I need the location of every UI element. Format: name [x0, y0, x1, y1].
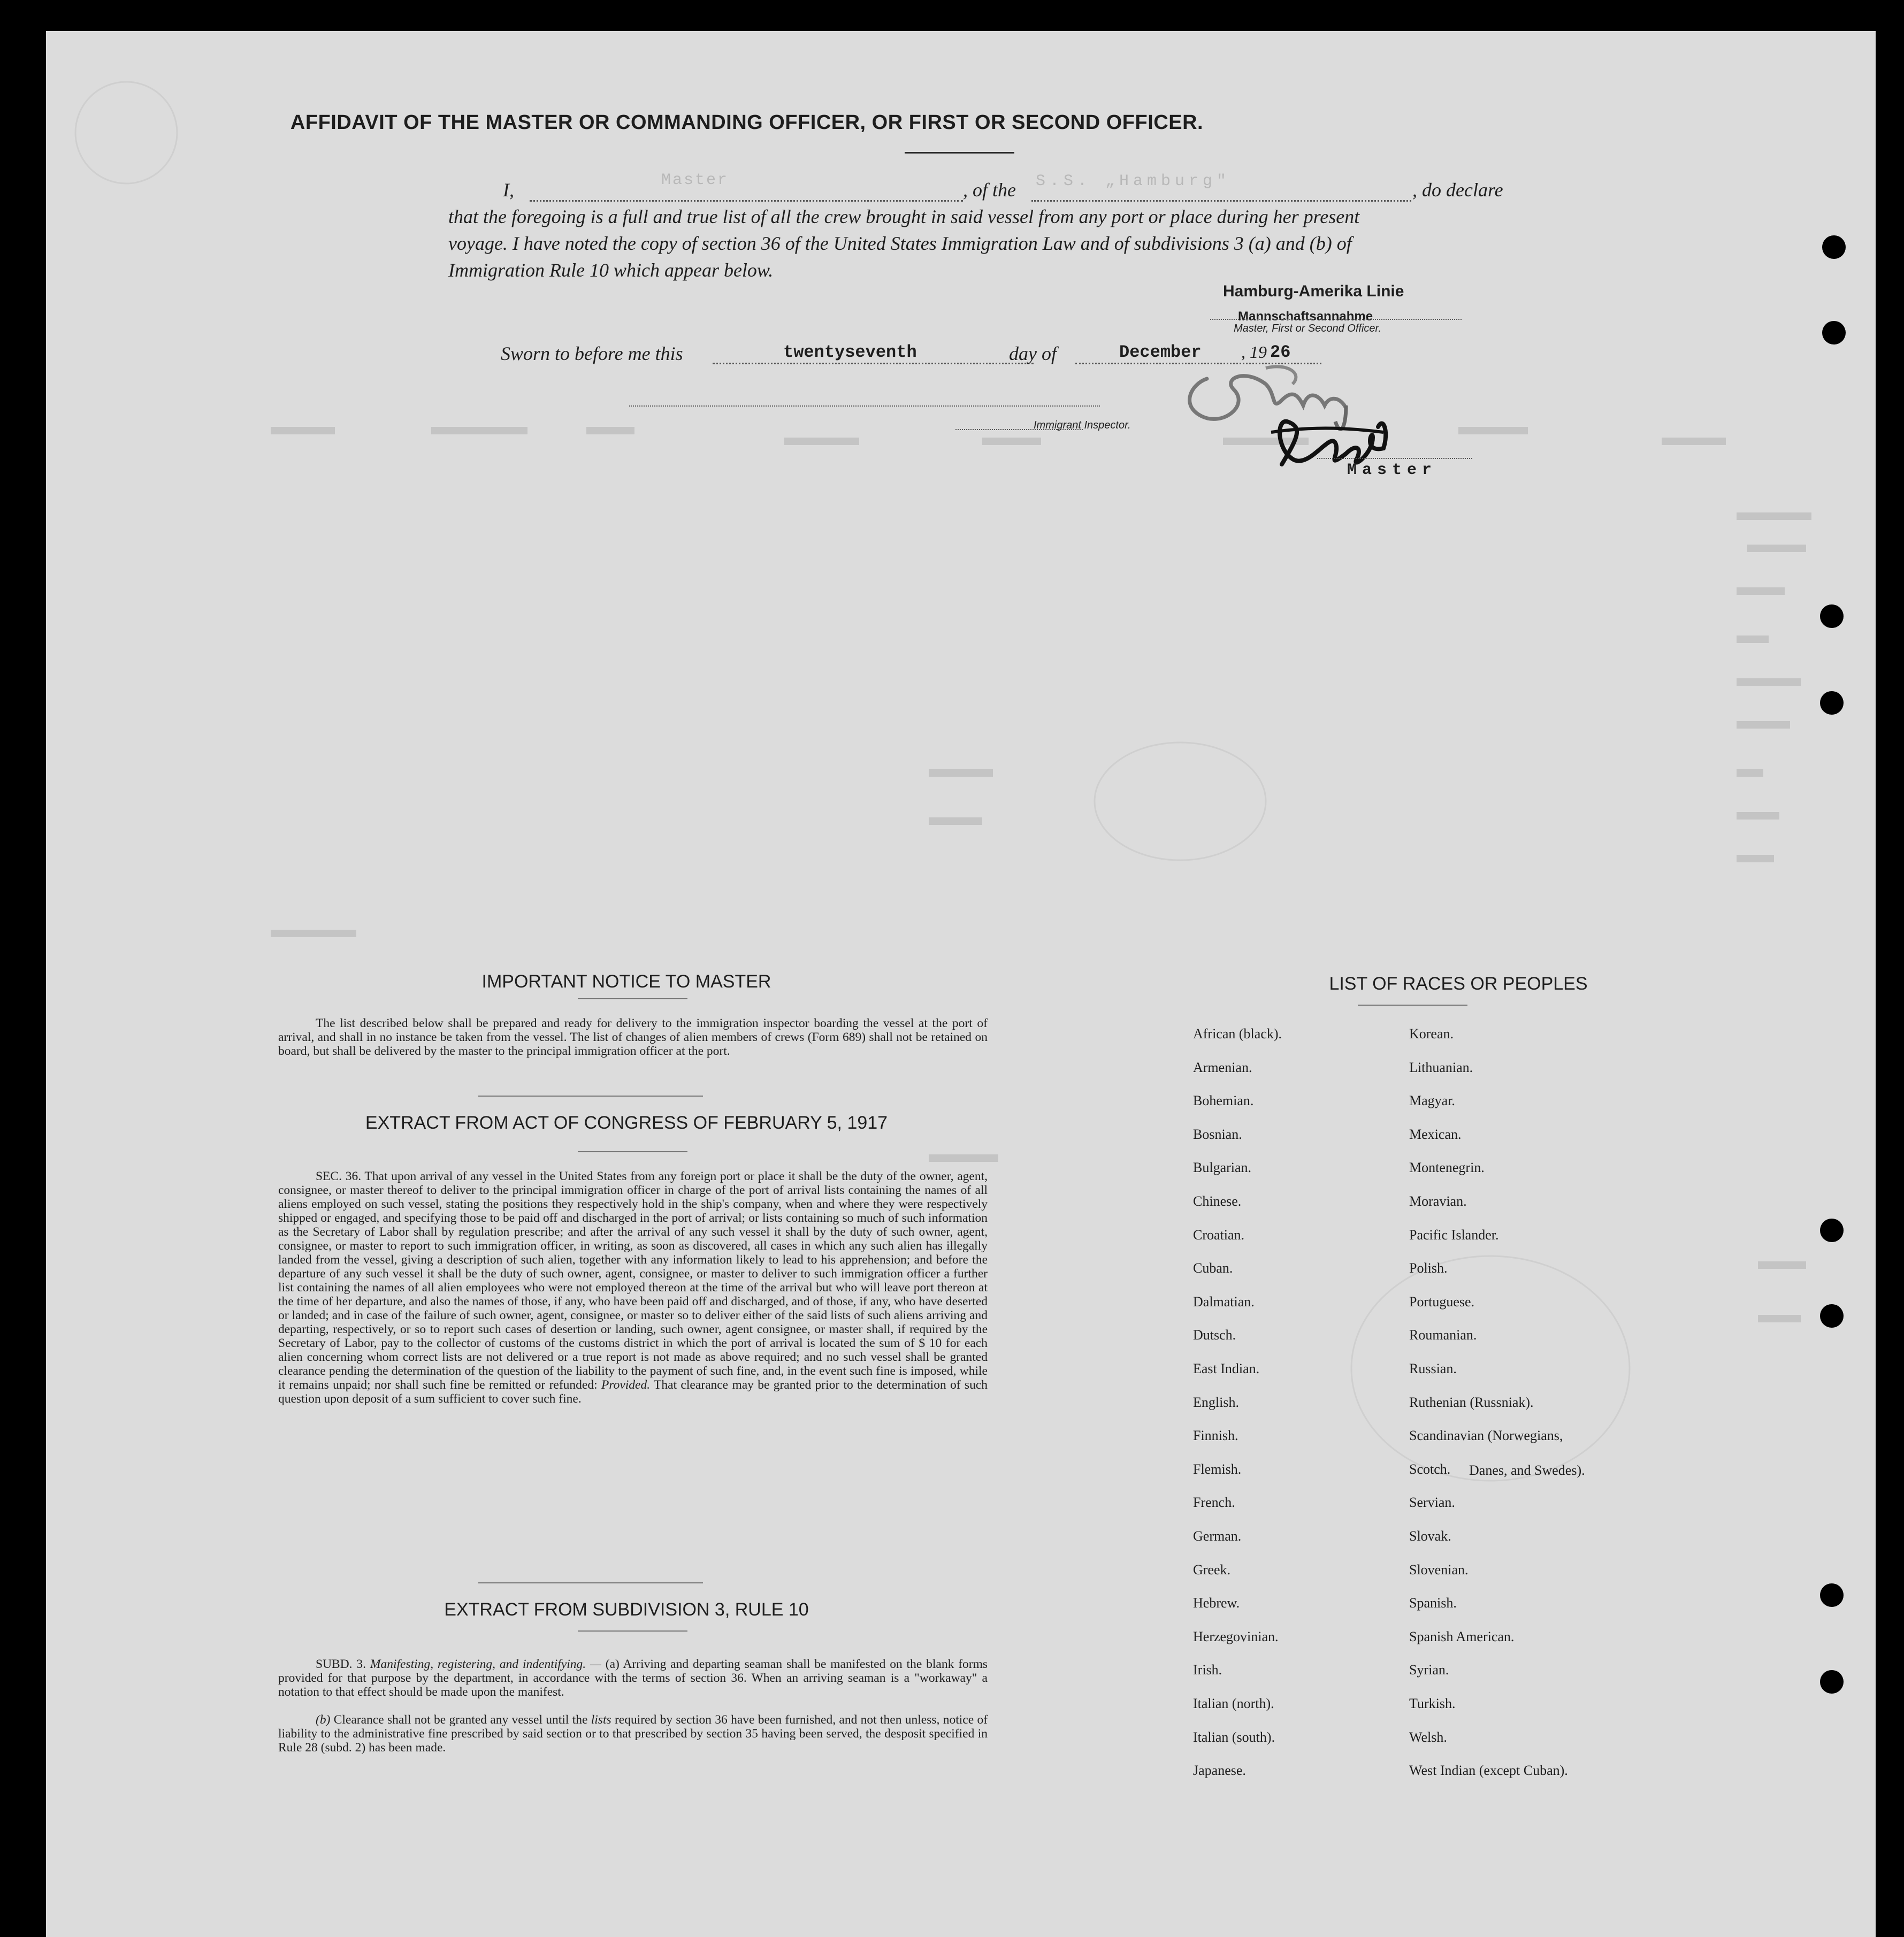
subd-heading: Manifesting, registering, and indentifying. — — [370, 1657, 601, 1671]
subd-b-text-1: Clearance shall not be granted any vessel until the — [333, 1713, 588, 1727]
punch-hole — [1820, 691, 1844, 715]
act-text-end: That clearance may be granted prior to the determination of such question upon deposit of a sum sufficient to cover such fine. — [278, 1378, 988, 1406]
day-dotted-line — [713, 363, 1034, 364]
vessel-dotted-line — [1031, 200, 1411, 202]
of-the-label: , of the — [963, 179, 1016, 201]
race-item: Spanish. — [1409, 1595, 1457, 1611]
races-divider — [1358, 1005, 1467, 1006]
race-item: Pacific Islander. — [1409, 1227, 1499, 1243]
subd-para-a-text: (a) Arriving and departing seaman shall be manifested on the blank forms provided for that purpose by the department, in accordance with the terms of section 36. When an arriving seaman is a "workaway" a notation to that effect should be made upon the manifest. — [278, 1657, 988, 1699]
race-item: Portuguese. — [1409, 1294, 1475, 1310]
race-item: Russian. — [1409, 1361, 1457, 1376]
subd-b-lists: lists — [591, 1713, 611, 1727]
race-item: Greek. — [1193, 1562, 1231, 1578]
master-dotted-line — [1317, 458, 1472, 459]
master-caption: Master — [1347, 461, 1437, 479]
race-item: Flemish. — [1193, 1461, 1242, 1477]
day-of-label: day of — [1009, 343, 1057, 364]
race-item: Hebrew. — [1193, 1595, 1240, 1611]
race-item: Magyar. — [1409, 1093, 1455, 1108]
race-item: Irish. — [1193, 1662, 1222, 1678]
race-item: Herzegovinian. — [1193, 1629, 1279, 1644]
inspector-caption: Immigrant Inspector. — [1034, 419, 1131, 431]
race-item: Welsh. — [1409, 1729, 1447, 1745]
month-field-value: December — [1119, 342, 1202, 362]
act-text-body: SEC. 36. That upon arrival of any vessel in the United States from any foreign port or place it shall be the duty of the owner, agent, consignee, or master thereof to deliver to the principal immigration officer in charge of the port of arrival lists containing the names of all aliens employed on such vessel, stating the positions they respectively hold in the ship's company, when and where they were respectively shipped or engaged, and specifying those to be paid off and discharged in the port of arrival; or lists containing so much of such information as the Secretary of Labor shall by regulation prescribe; and after the arrival of any such vessel it shall by the duty of such owner, agent, consignee, or master to report to such immigration officer, in writing, as soon as discovered, all cases in which any such alien has illegally landed from the vessel, giving a description of such alien, together with any information likely to lead to his apprehension; and before the departure of any such vessel it shall be the duty of such owner, agent, consignee, or master to deliver to such immigration officer a further list containing the names of all alien employees who were not employed thereon at the time of the arrival but who will leave port thereon at the time of her departure, and also the names of those, if any, who have been paid off and discharged, and of those, if any, who have deserted or landed; and in case of the failure of such owner, agent, consignee, or master so to deliver either of the said lists of such aliens arriving and departing, respectively, or so to report such cases of desertion or landing, such owner, agent consignee, or master shall, if required by the Secretary of Labor, pay to the collector of customs of the customs district in which the port of arrival is located the sum of $ 10 for each alien concerning whom correct lists are not delivered or a true report is not made as above required; and no such vessel shall be granted clearance pending the determination of the question of the liability to the payment of such fine, and, in the event such fine is imposed, while it remains unpaid; nor shall such fine be remitted or refunded: — [278, 1169, 988, 1392]
act-divider — [578, 1151, 687, 1152]
race-item: Cuban. — [1193, 1260, 1233, 1276]
race-item: French. — [1193, 1495, 1235, 1510]
officer-dotted-line — [1210, 319, 1462, 320]
punch-hole — [1822, 235, 1846, 259]
punch-hole — [1820, 1219, 1844, 1242]
sworn-label: Sworn to before me this — [501, 343, 683, 364]
race-item-cont: Danes, and Swedes). — [1469, 1463, 1585, 1478]
rule-para-a — [278, 1657, 988, 1699]
document-page — [46, 31, 1876, 1937]
race-item: Bosnian. — [1193, 1127, 1242, 1142]
race-item: Lithuanian. — [1409, 1060, 1473, 1075]
rule-title: EXTRACT FROM SUBDIVISION 3, RULE 10 — [444, 1599, 809, 1620]
rule-para-b — [278, 1713, 988, 1755]
punch-hole — [1820, 1583, 1844, 1607]
race-item: Roumanian. — [1409, 1327, 1477, 1343]
year-field-value: 26 — [1270, 342, 1291, 362]
subd-b-label: (b) — [316, 1713, 331, 1727]
race-item: Scotch. — [1409, 1461, 1451, 1477]
race-item: Scandinavian (Norwegians, — [1409, 1428, 1563, 1443]
punch-hole — [1820, 1304, 1844, 1328]
subd-label: SUBD. 3. — [316, 1657, 366, 1671]
year-prefix: , 19 — [1241, 342, 1267, 362]
race-item: Montenegrin. — [1409, 1160, 1485, 1175]
race-item: Mexican. — [1409, 1127, 1462, 1142]
race-item: Croatian. — [1193, 1227, 1245, 1243]
race-item: Ruthenian (Russniak). — [1409, 1395, 1534, 1410]
subd-b-text-2: required by section 36 have been furnished, and not then unless, notice of liability to the administrative fine prescribed by said section or to that prescribed by section 35 having been served, the desposit specified in Rule 28 (subd. 2) has been made. — [278, 1713, 988, 1755]
race-item: Korean. — [1409, 1026, 1454, 1042]
affidavit-title: AFFIDAVIT OF THE MASTER OR COMMANDING OFFICER, OR FIRST OR SECOND OFFICER. — [290, 111, 1204, 134]
title-divider — [905, 152, 1014, 154]
race-item: African (black). — [1193, 1026, 1282, 1042]
signature-handwritten — [1169, 347, 1405, 512]
act-text — [278, 1169, 988, 1406]
notice-bottom-divider — [478, 1096, 703, 1097]
company-stamp-line-2: Mannschaftsannahme — [1238, 309, 1373, 324]
punch-hole — [1822, 321, 1846, 344]
punch-hole — [1820, 604, 1844, 628]
race-item: Chinese. — [1193, 1193, 1242, 1209]
race-item: Slovak. — [1409, 1528, 1451, 1544]
races-title: LIST OF RACES OR PEOPLES — [1329, 974, 1588, 994]
race-item: Dutsch. — [1193, 1327, 1236, 1343]
race-item: Moravian. — [1409, 1193, 1467, 1209]
race-item: Servian. — [1409, 1495, 1455, 1510]
officer-caption: Master, First or Second Officer. — [1234, 323, 1382, 334]
race-item: Bohemian. — [1193, 1093, 1254, 1108]
affidavit-line-2: that the foregoing is a full and true list of all the crew brought in said vessel from any port or place during her present — [448, 206, 1360, 227]
vessel-field-value: S.S. „Hamburg" — [1036, 172, 1231, 190]
race-item: Turkish. — [1409, 1696, 1456, 1711]
race-item: Italian (north). — [1193, 1696, 1274, 1711]
company-stamp-line-1: Hamburg-Amerika Linie — [1223, 282, 1404, 300]
act-provided: Provided. — [601, 1378, 651, 1392]
race-item: West Indian (except Cuban). — [1409, 1763, 1568, 1778]
notice-text: The list described below shall be prepared and ready for delivery to the immigration inspector boarding the vessel at the port of arrival, and shall in no instance be taken from the vessel. The list of changes of alien members of crews (Form 689) shall not be retained on board, but shall be delivered by the master to the principal immigration officer at the port. — [278, 1016, 988, 1058]
affidavit-line-3: voyage. I have noted the copy of section 36 of the United States Immigration Law and of subdivisions 3 (a) and (b) of — [448, 233, 1352, 254]
race-item: Polish. — [1409, 1260, 1448, 1276]
notice-title: IMPORTANT NOTICE TO MASTER — [481, 971, 771, 992]
race-item: Finnish. — [1193, 1428, 1238, 1443]
name-dotted-line — [530, 200, 963, 202]
race-item: Armenian. — [1193, 1060, 1252, 1075]
punch-hole — [1820, 1670, 1844, 1694]
race-item: English. — [1193, 1395, 1239, 1410]
rule-divider — [578, 1630, 687, 1632]
do-declare-label: , do declare — [1412, 179, 1503, 201]
race-item: Syrian. — [1409, 1662, 1449, 1678]
inspector-top-dotted-line — [629, 405, 1100, 407]
race-item: Slovenian. — [1409, 1562, 1469, 1578]
affidavit-line-4: Immigration Rule 10 which appear below. — [448, 259, 774, 281]
race-item: East Indian. — [1193, 1361, 1260, 1376]
notice-divider — [578, 998, 687, 999]
race-item: Dalmatian. — [1193, 1294, 1255, 1310]
race-item: Spanish American. — [1409, 1629, 1515, 1644]
race-item: Japanese. — [1193, 1763, 1246, 1778]
act-bottom-divider — [478, 1582, 703, 1583]
act-title: EXTRACT FROM ACT OF CONGRESS OF FEBRUARY 5, 1917 — [365, 1113, 888, 1133]
race-item: Italian (south). — [1193, 1729, 1275, 1745]
i-label: I, — [503, 179, 514, 201]
race-item: Bulgarian. — [1193, 1160, 1252, 1175]
name-field-value: Master — [661, 171, 729, 189]
race-item: German. — [1193, 1528, 1242, 1544]
day-field-value: twentyseventh — [783, 342, 917, 362]
